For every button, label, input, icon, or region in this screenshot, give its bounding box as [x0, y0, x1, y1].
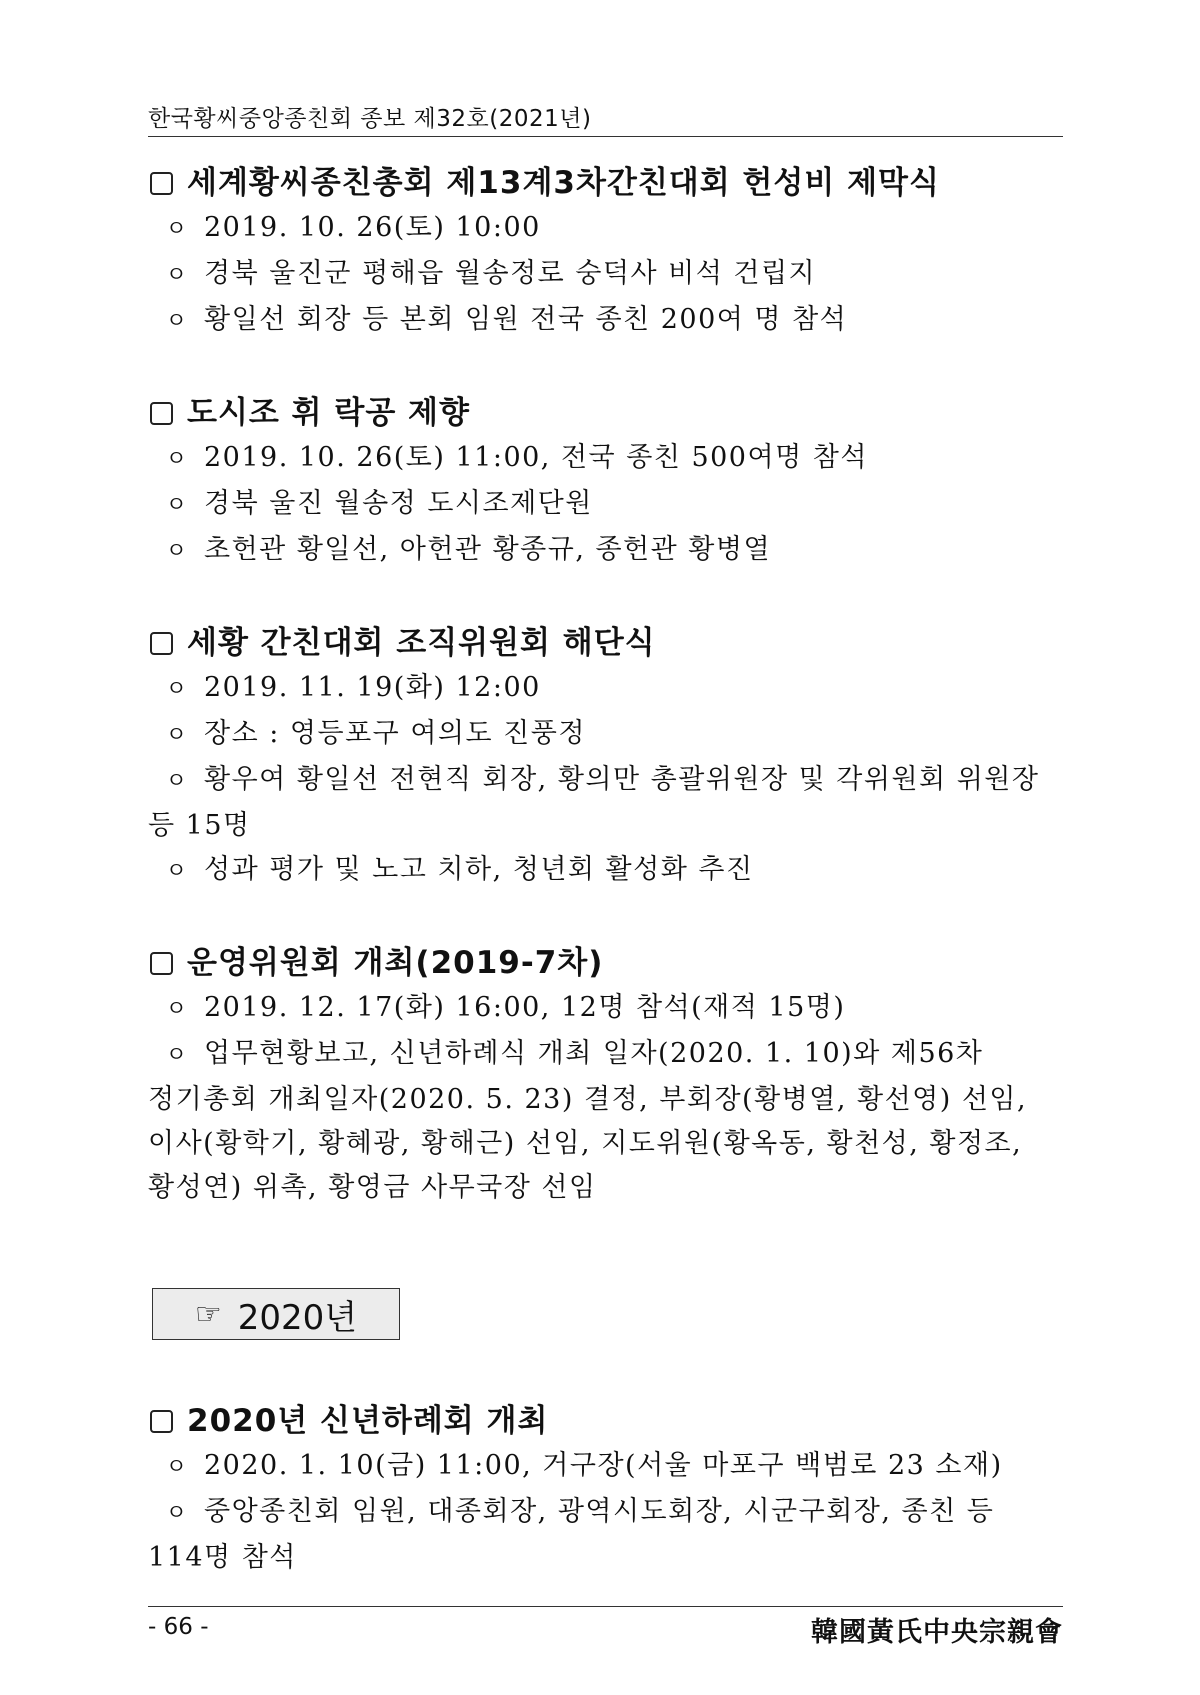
section-committee-dissolution — [148, 620, 1063, 894]
section-steering-committee — [148, 940, 1063, 1210]
list-item: ㅇ 황일선 회장 등 본회 임원 전국 종친 200여 명 참석 — [148, 298, 1063, 344]
circle-bullet-icon: ㅇ — [165, 677, 189, 702]
document-header: 한국황씨중앙종친회 종보 제32호(2021년) — [148, 106, 592, 132]
circle-bullet-icon: ㅇ — [165, 723, 189, 748]
circle-bullet-icon: ㅇ — [165, 447, 189, 472]
section-title: 세계황씨종친총회 제13계3차간친대회 헌성비 제막식 — [187, 165, 940, 201]
circle-bullet-icon: ㅇ — [165, 769, 189, 794]
checkbox-square-icon — [150, 952, 173, 975]
list-item: ㅇ 경북 울진 월송정 도시조제단원 — [148, 482, 1063, 528]
circle-bullet-icon: ㅇ — [165, 997, 189, 1022]
list-item: ㅇ 2019. 11. 19(화) 12:00 — [148, 666, 1063, 712]
section-title: 2020년 신년하례회 개최 — [187, 1403, 549, 1439]
circle-bullet-icon: ㅇ — [165, 309, 189, 334]
circle-bullet-icon: ㅇ — [165, 1501, 189, 1526]
list-item: ㅇ 장소 : 영등포구 여의도 진풍정 — [148, 712, 1063, 758]
content-2020 — [148, 1398, 1063, 1580]
checkbox-square-icon — [150, 172, 173, 195]
section-title: 도시조 휘 락공 제향 — [187, 395, 470, 431]
list-item: ㅇ 2019. 12. 17(화) 16:00, 12명 참석(재적 15명) — [148, 986, 1063, 1032]
list-item: ㅇ 2019. 10. 26(토) 11:00, 전국 종친 500여명 참석 — [148, 436, 1063, 482]
list-item: ㅇ 성과 평가 및 노고 치하, 청년회 활성화 추진 — [148, 848, 1063, 894]
section-title: 운영위원회 개최(2019-7차) — [187, 945, 604, 981]
year-marker — [152, 1288, 400, 1340]
list-item: ㅇ 2019. 10. 26(토) 10:00 — [148, 206, 1063, 252]
list-item: ㅇ 2020. 1. 10(금) 11:00, 거구장(서울 마포구 백범로 23 소재) — [148, 1444, 1063, 1490]
section-unveiling-ceremony — [148, 160, 1063, 344]
list-item: ㅇ 업무현황보고, 신년하례식 개최 일자(2020. 1. 10)와 제56차 정기총회 개최일자(2020. 5. 23) 결정, 부회장(황병열, 황선영) 선임, 이사(황학기, 황혜광, 황해근) 선임, 지도위원(황옥동, 황천성, 황정조, 황성연) 위촉, 황영금 사무국장 선임 — [148, 1032, 1063, 1210]
checkbox-square-icon — [150, 1410, 173, 1433]
section-ancestral-rite — [148, 390, 1063, 574]
circle-bullet-icon: ㅇ — [165, 859, 189, 884]
section-new-year-gathering — [148, 1398, 1063, 1580]
circle-bullet-icon: ㅇ — [165, 263, 189, 288]
circle-bullet-icon: ㅇ — [165, 1455, 189, 1480]
circle-bullet-icon: ㅇ — [165, 1043, 189, 1068]
circle-bullet-icon: ㅇ — [165, 493, 189, 518]
header-divider — [148, 136, 1063, 137]
footer-divider — [148, 1606, 1063, 1607]
circle-bullet-icon: ㅇ — [165, 539, 189, 564]
circle-bullet-icon: ㅇ — [165, 217, 189, 242]
list-item: ㅇ 초헌관 황일선, 아헌관 황종규, 종헌관 황병열 — [148, 528, 1063, 574]
section-title: 세황 간친대회 조직위원회 해단식 — [187, 625, 656, 661]
checkbox-square-icon — [150, 402, 173, 425]
list-item: ㅇ 경북 울진군 평해읍 월송정로 숭덕사 비석 건립지 — [148, 252, 1063, 298]
year-label: 2020년 — [237, 1297, 358, 1338]
checkbox-square-icon — [150, 632, 173, 655]
main-content — [148, 160, 1063, 1210]
organization-logo: 韓國黃氏中央宗親會 — [811, 1617, 1063, 1648]
list-item: ㅇ 중앙종친회 임원, 대종회장, 광역시도회장, 시군구회장, 종친 등 114명 참석 — [148, 1490, 1063, 1580]
list-item: ㅇ 황우여 황일선 전현직 회장, 황의만 총괄위원장 및 각위원회 위원장 등 15명 — [148, 758, 1063, 848]
page-number: - 66 - — [148, 1614, 209, 1640]
pointing-hand-icon: ☞ — [194, 1296, 222, 1332]
